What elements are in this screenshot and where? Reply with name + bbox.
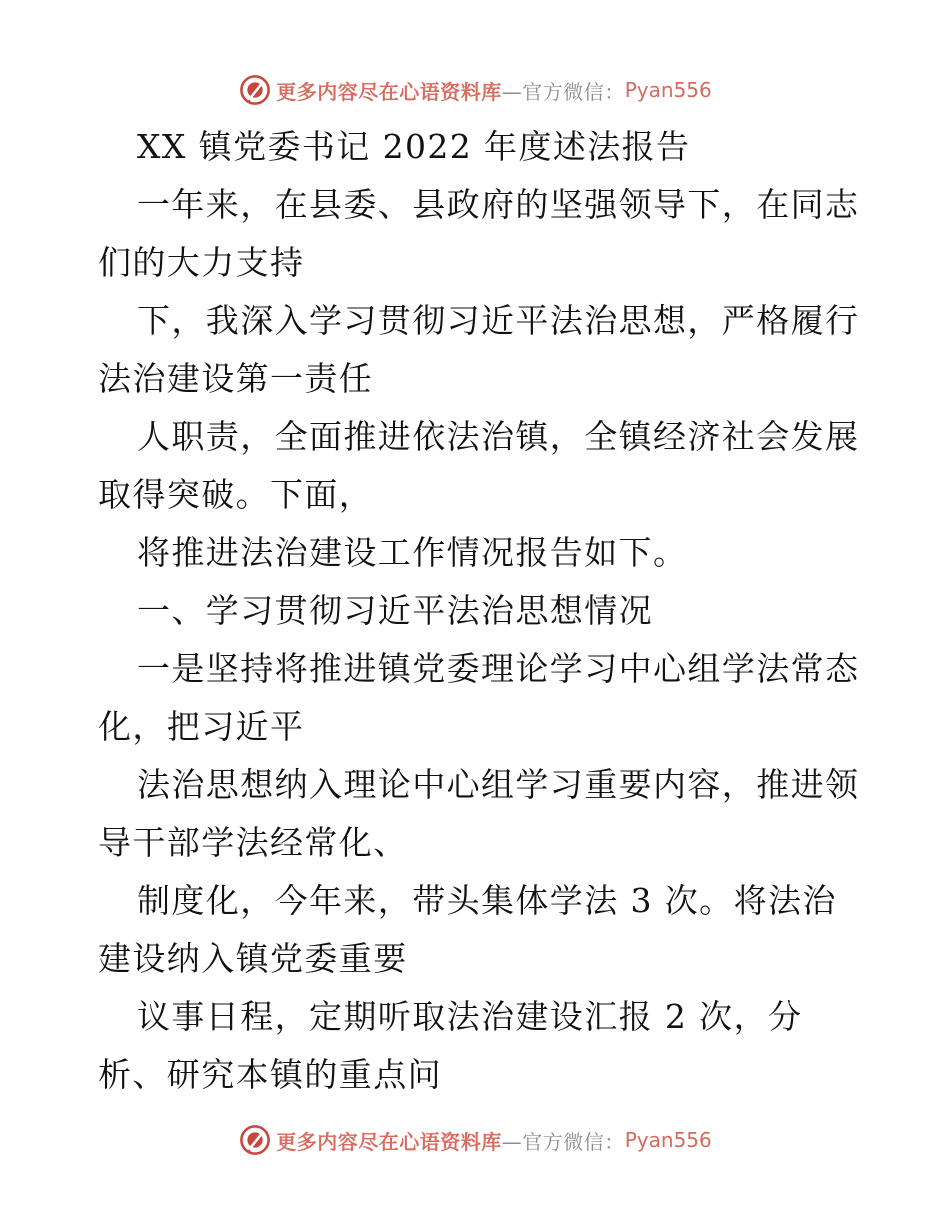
paragraph-line: 化，把习近平 <box>98 707 305 746</box>
paragraph-line: 析、研究本镇的重点问 <box>98 1055 442 1094</box>
paragraph-line: 一是坚持将推进镇党委理论学习中心组学法常态 <box>137 649 860 688</box>
document-body <box>98 118 858 1104</box>
paragraph-line: 下，我深入学习贯彻习近平法治思想，严格履行 <box>137 301 860 340</box>
paragraph-line: 人职责，全面推进依法治镇，全镇经济社会发展 <box>137 417 860 456</box>
banner-wechat-id: Pyan556 <box>624 78 712 102</box>
banner-main-text: 更多内容尽在心语资料库 <box>276 1129 502 1154</box>
document-title: XX 镇党委书记 2022 年度述法报告 <box>137 127 691 166</box>
paragraph-line: 将推进法治建设工作情况报告如下。 <box>137 533 688 572</box>
paragraph-line: 法治思想纳入理论中心组学习重要内容，推进领 <box>137 765 860 804</box>
banner-wechat-id: Pyan556 <box>624 1128 712 1152</box>
paragraph-line: 法治建设第一责任 <box>98 359 374 398</box>
paragraph-line: 一年来，在县委、县政府的坚强领导下，在同志 <box>137 185 860 224</box>
banner-main-text: 更多内容尽在心语资料库 <box>276 79 502 104</box>
paragraph-line: 议事日程，定期听取法治建设汇报 2 次，分 <box>137 997 803 1036</box>
section-heading: 一、学习贯彻习近平法治思想情况 <box>137 591 653 630</box>
paragraph-line: 们的大力支持 <box>98 243 305 282</box>
paragraph-line: 建设纳入镇党委重要 <box>98 939 408 978</box>
paragraph-line: 导干部学法经常化、 <box>98 823 408 862</box>
banner-separator-text: —官方微信： <box>501 1129 625 1154</box>
banner-separator-text: —官方微信： <box>501 79 625 104</box>
logo-icon <box>238 73 272 107</box>
watermark-banner-top <box>0 70 950 110</box>
paragraph-line: 制度化，今年来，带头集体学法 3 次。将法治 <box>137 881 837 920</box>
logo-icon <box>238 1123 272 1157</box>
paragraph-line: 取得突破。下面， <box>98 475 374 514</box>
watermark-banner-bottom <box>0 1120 950 1160</box>
